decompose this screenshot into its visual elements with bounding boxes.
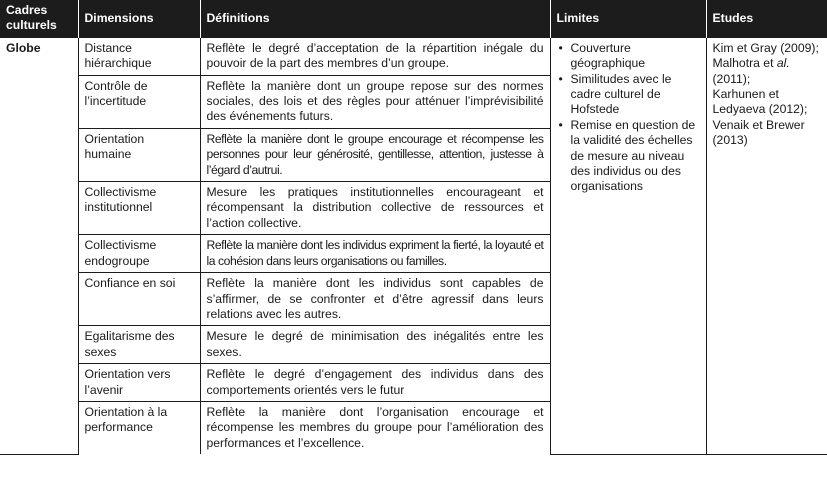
etude-etal: al. <box>776 56 790 71</box>
limites-list <box>557 41 700 195</box>
etude-year: (2011); <box>712 71 751 86</box>
definition-cell: Reflète la manière dont l’organisation encourage et récompense les membres du groupe pour l’amélioration des performances et l’excellence. <box>200 401 550 454</box>
etude-item: Venaik et Brewer (2013) <box>712 117 805 148</box>
definition-cell: Reflète la manière dont les individus sont capables de s’affirmer, de se confronter et d’être agressif dans leurs relations avec les autres. <box>200 273 550 326</box>
etude-item <box>713 56 822 87</box>
cadre-cell: Globe <box>0 37 78 454</box>
dimension-cell: Confiance en soi <box>78 273 200 326</box>
header-cadres: Cadres culturels <box>0 0 78 37</box>
header-dimensions: Dimensions <box>78 0 200 37</box>
etude-author: Malhotra et <box>712 56 777 71</box>
dimension-cell: Orientation humaine <box>78 128 200 181</box>
definition-cell: Reflète le degré d’acceptation de la répartition inégale du pouvoir de la part des membres d’un groupe. <box>200 37 550 75</box>
dimension-cell: Collectivisme institutionnel <box>78 182 200 235</box>
list-item: • Similitudes avec le cadre culturel de Hofstede <box>571 72 700 118</box>
header-etudes: Etudes <box>706 0 827 37</box>
limites-cell <box>550 37 706 454</box>
table-row <box>0 37 827 75</box>
list-item: • Couverture géographique <box>571 41 700 72</box>
dimension-cell: Distance hiérarchique <box>78 37 200 75</box>
dimension-cell: Orientation à la performance <box>78 401 200 454</box>
etude-item: Kim et Gray (2009); <box>712 40 819 55</box>
table-header-row <box>0 0 827 37</box>
definition-cell: Reflète la manière dont les individus expriment la fierté, la loyauté et la cohésion dans leurs organisations ou familles. <box>200 235 550 273</box>
definition-cell: Reflète le degré d’engagement des individus dans des comportements orientés vers le futur <box>200 364 550 402</box>
definition-cell: Reflète la manière dont le groupe encourage et récompense les personnes pour leur générosité, gentillesse, attention, justesse à l’égard d’autrui. <box>200 128 550 181</box>
definition-cell: Mesure le degré de minimisation des inégalités entre les sexes. <box>200 326 550 364</box>
etude-item: Karhunen et Ledyaeva (2012); <box>712 87 808 117</box>
dimension-cell: Collectivisme endogroupe <box>78 235 200 273</box>
list-item: • Remise en question de la validité des échelles de mesure au niveau des individus ou des organisations <box>571 118 700 195</box>
header-definitions: Définitions <box>200 0 550 37</box>
dimension-cell: Contrôle de l’incertitude <box>78 75 200 128</box>
definition-cell: Mesure les pratiques institutionnelles encourageant et récompensant la distribution collective de ressources et l’action collective. <box>200 182 550 235</box>
header-limites: Limites <box>550 0 706 37</box>
etudes-cell <box>706 37 827 454</box>
definition-cell: Reflète la manière dont un groupe repose sur des normes sociales, des lois et des règles pour atténuer l’imprévisibilité des événements futurs. <box>200 75 550 128</box>
dimension-cell: Egalitarisme des sexes <box>78 326 200 364</box>
dimension-cell: Orientation vers l’avenir <box>78 364 200 402</box>
